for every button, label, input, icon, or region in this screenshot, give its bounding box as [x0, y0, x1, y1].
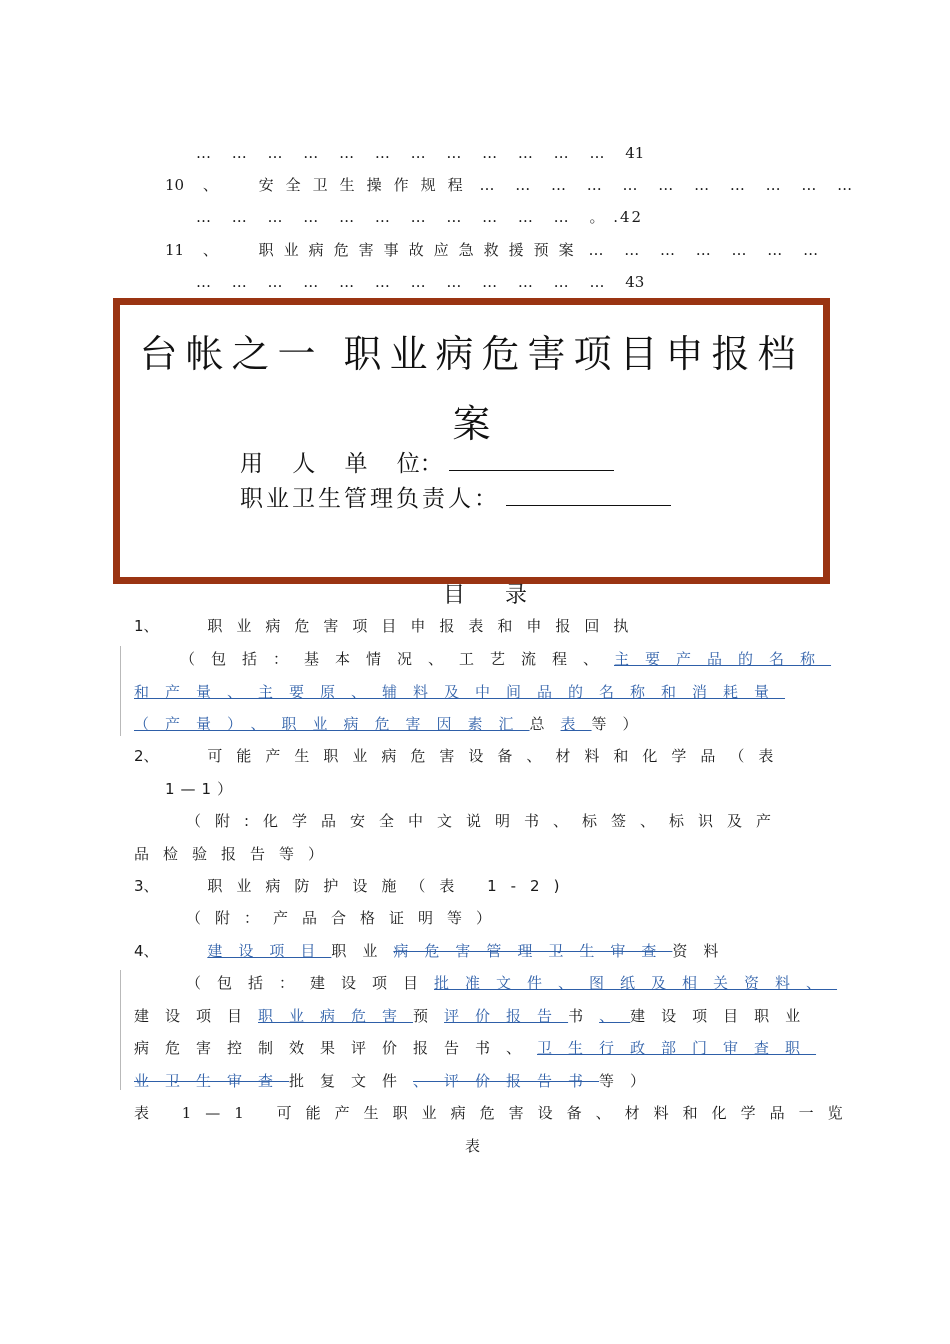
- toc-heading: 目录: [442, 583, 567, 608]
- revised-text: 、: [599, 1007, 631, 1025]
- page-number: 43: [625, 273, 645, 291]
- toc-item-4[interactable]: [134, 941, 734, 961]
- revision-bar: [120, 970, 121, 1090]
- revised-text: 表: [560, 715, 592, 733]
- toc-item-4-note-line2: [134, 1006, 816, 1026]
- revised-text: （产量）、职业病危害因素汇: [134, 715, 530, 733]
- page-tail: 。 .42: [589, 208, 644, 226]
- note-text: 总: [529, 715, 561, 733]
- employer-field: [240, 445, 614, 478]
- note-text: 建设项目: [134, 1007, 259, 1025]
- item-title-group: [207, 942, 734, 960]
- item-title: 可能产生职业病危害设备、材料和化学品（表: [207, 747, 788, 765]
- note-text: 预: [413, 1007, 445, 1025]
- deleted-text: 病危害管理卫生审查: [393, 942, 673, 960]
- note-text: 等）: [599, 1072, 662, 1090]
- item-title: 职业病防护设施（表 1-2): [207, 877, 574, 895]
- revision-bar: [120, 646, 121, 736]
- note-text: 批复文件: [289, 1072, 414, 1090]
- toc-item-2-title-cont: 1—1）: [165, 780, 239, 798]
- dot-leader: … … … … … … … … … … …: [196, 208, 577, 226]
- revised-text: 职业病危害: [258, 1007, 414, 1025]
- title-text: 资料: [672, 942, 735, 960]
- item-title: 安全卫生操作规程: [258, 176, 475, 194]
- toc-item-1-note-line3: [134, 714, 654, 734]
- toc-item-1[interactable]: [134, 616, 642, 636]
- employer-label: 用 人 单 位：: [240, 451, 443, 477]
- table-caption-cont: 表: [465, 1137, 481, 1155]
- toc-item-1-note-line2: 和产量、主要原、辅料及中间品的名称和消耗量: [134, 683, 786, 701]
- toc-prev-item-11-cont: [196, 272, 644, 292]
- dot-leader: … … … … … … … … … … … …: [196, 144, 613, 162]
- toc-item-3[interactable]: [134, 876, 573, 896]
- toc-item-3-note: （附：产品合格证明等）: [186, 909, 506, 927]
- note-text: 等）: [591, 715, 654, 733]
- item-number: 11: [165, 241, 185, 259]
- document-title: 台帐之一 职业病危害项目申报档: [139, 332, 804, 376]
- note-text: （包括：建设项目: [186, 974, 435, 992]
- revised-text: 建设项目: [207, 942, 332, 960]
- table-caption: 表 1—1 可能产生职业病危害设备、材料和化学品一览: [134, 1104, 857, 1122]
- item-number: 10: [165, 176, 185, 194]
- item-separator: 、: [202, 176, 218, 194]
- item-number: 1、: [134, 617, 159, 635]
- toc-prev-item-10[interactable]: [165, 175, 860, 195]
- dot-leader: … … … … … … … … … … … …: [196, 273, 613, 291]
- toc-prev-dots-line: [196, 143, 644, 163]
- toc-item-4-note-line3: [134, 1038, 816, 1058]
- manager-label: 职业卫生管理负责人：: [240, 486, 500, 512]
- item-separator: 、: [202, 241, 218, 259]
- title-box: [113, 298, 830, 584]
- toc-item-2[interactable]: [134, 746, 787, 766]
- toc-prev-item-11[interactable]: [165, 240, 826, 260]
- deleted-text: 、评价报告书: [413, 1072, 600, 1090]
- revised-text: 评价报告: [444, 1007, 569, 1025]
- revised-text: 卫生行政部门审查职: [537, 1039, 817, 1057]
- revised-text: 主要产品的名称: [614, 650, 832, 668]
- item-number: 3、: [134, 877, 159, 895]
- item-title: 职业病危害项目申报表和申报回执: [207, 617, 643, 635]
- title-text: 职业: [331, 942, 394, 960]
- item-number: 2、: [134, 747, 159, 765]
- item-number: 4、: [134, 942, 159, 960]
- note-text: 书: [568, 1007, 600, 1025]
- employer-blank[interactable]: [449, 450, 614, 471]
- toc-item-4-note-line4: [134, 1071, 661, 1091]
- document-title-continued: 案: [452, 402, 491, 446]
- toc-item-2-note-cont: 品检验报告等）: [134, 845, 338, 863]
- item-title: 职业病危害事故应急救援预案: [258, 241, 584, 259]
- manager-field: [240, 480, 671, 513]
- toc-item-1-note-line1: [180, 649, 831, 669]
- toc-prev-item-10-cont: [196, 207, 643, 227]
- page-number: 41: [625, 144, 645, 162]
- toc-item-4-note-line1: [186, 973, 837, 993]
- dot-leader: … … … … … … … … … … …: [479, 176, 861, 194]
- note-text: 建设项目职业: [630, 1007, 817, 1025]
- toc-item-2-note: （附:化学品安全中文说明书、标签、标识及产: [186, 812, 786, 830]
- deleted-text: 业卫生审查: [134, 1072, 290, 1090]
- note-text: （包括：基本情况、工艺流程、: [180, 650, 615, 668]
- manager-blank[interactable]: [506, 485, 671, 506]
- dot-leader: … … … … … … …: [588, 241, 827, 259]
- note-text: 病危害控制效果评价报告书、: [134, 1039, 538, 1057]
- revised-text: 批准文件、图纸及相关资料、: [434, 974, 838, 992]
